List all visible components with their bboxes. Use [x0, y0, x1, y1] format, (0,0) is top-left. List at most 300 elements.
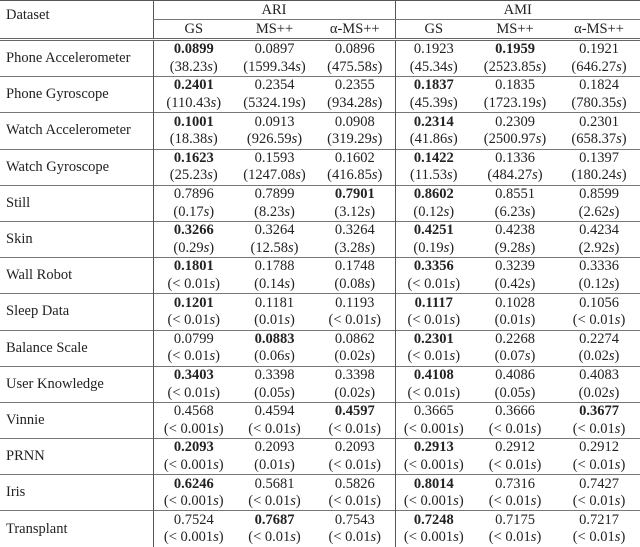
runtime-number: < 0.01 [333, 456, 371, 473]
runtime-unit: s [447, 58, 453, 75]
runtime-number: < 0.01 [253, 493, 291, 510]
score-cell: 0.4086 [472, 366, 558, 384]
runtime-value [571, 167, 626, 183]
runtime-unit: s [290, 420, 296, 437]
runtime-value [243, 59, 305, 75]
runtime-number: 11.53 [414, 167, 447, 184]
runtime-cell [153, 95, 234, 113]
score-cell: 0.6246 [153, 475, 234, 493]
dataset-name: Vinnie [0, 402, 153, 438]
runtime-number: < 0.01 [333, 420, 371, 437]
runtime-unit: s [284, 276, 291, 293]
runtime-unit: s [364, 239, 371, 256]
runtime-value [170, 167, 218, 183]
runtime-number: 484.27 [492, 167, 533, 184]
table-row [0, 511, 640, 529]
score-cell: 0.2301 [558, 113, 640, 131]
runtime-number: < 0.01 [412, 276, 450, 293]
runtime-cell [395, 276, 472, 294]
runtime-value [408, 312, 461, 328]
runtime-number: < 0.01 [172, 384, 210, 401]
runtime-number: 0.05 [499, 384, 525, 401]
runtime-unit: s [524, 348, 531, 365]
runtime-cell [234, 167, 315, 185]
runtime-cell [558, 348, 640, 366]
dataset-name: Transplant [0, 511, 153, 547]
runtime-cell [558, 457, 640, 475]
score-cell: 0.1201 [153, 294, 234, 312]
runtime-number: 0.42 [499, 276, 525, 293]
score-cell: 0.8599 [558, 185, 640, 203]
runtime-cell [395, 167, 472, 185]
runtime-number: < 0.001 [168, 529, 214, 546]
runtime-unit: s [443, 239, 450, 256]
runtime-cell [395, 529, 472, 547]
runtime-value [404, 421, 464, 437]
runtime-unit: s [209, 348, 216, 365]
dataset-name: Phone Gyroscope [0, 77, 153, 113]
score-cell: 0.7427 [558, 475, 640, 493]
table-row [0, 330, 640, 348]
runtime-unit: s [284, 203, 291, 220]
runtime-value [328, 312, 381, 328]
runtime-unit: s [532, 167, 538, 184]
score-cell: 0.8551 [472, 185, 558, 203]
score-cell: 0.7217 [558, 511, 640, 529]
runtime-cell [472, 384, 558, 402]
runtime-number: 0.29 [178, 239, 204, 256]
score-cell: 0.4108 [395, 366, 472, 384]
runtime-number: < 0.01 [253, 420, 291, 437]
runtime-value [489, 493, 542, 509]
runtime-cell [315, 59, 395, 77]
runtime-number: < 0.01 [577, 456, 615, 473]
runtime-unit: s [608, 384, 615, 401]
table-row [0, 402, 640, 420]
runtime-unit: s [287, 239, 294, 256]
runtime-number: 110.43 [171, 95, 211, 112]
score-cell: 0.7543 [315, 511, 395, 529]
runtime-value [164, 457, 224, 473]
runtime-value [167, 276, 220, 292]
runtime-unit: s [530, 420, 537, 437]
runtime-value [328, 493, 381, 509]
score-cell: 0.2309 [472, 113, 558, 131]
runtime-number: 0.07 [499, 348, 525, 365]
runtime-cell [472, 457, 558, 475]
score-cell: 0.2355 [315, 77, 395, 95]
runtime-cell [472, 240, 558, 258]
runtime-number: < 0.01 [493, 456, 531, 473]
runtime-cell [558, 95, 640, 113]
runtime-unit: s [371, 95, 378, 112]
runtime-cell [234, 457, 315, 475]
score-cell: 0.4594 [234, 402, 315, 420]
score-cell: 0.1602 [315, 149, 395, 167]
runtime-unit: s [453, 420, 459, 437]
runtime-number: 2500.97 [488, 131, 536, 148]
runtime-unit: s [449, 348, 456, 365]
runtime-unit: s [447, 131, 453, 148]
score-cell: 0.1921 [579, 41, 619, 58]
runtime-unit: s [371, 58, 378, 75]
runtime-cell [153, 203, 234, 221]
runtime-cell [234, 276, 315, 294]
method-header: GS [153, 20, 234, 40]
runtime-value [164, 421, 224, 437]
runtime-number: 0.02 [339, 384, 365, 401]
runtime-number: < 0.01 [577, 312, 615, 329]
runtime-value [410, 167, 457, 183]
runtime-unit: s [290, 529, 296, 546]
runtime-cell [234, 95, 315, 113]
score-cell: 0.4597 [315, 402, 395, 420]
runtime-unit: s [608, 239, 615, 256]
score-cell: 0.5681 [234, 475, 315, 493]
runtime-unit: s [447, 95, 453, 112]
runtime-value [173, 240, 214, 256]
runtime-value [164, 493, 224, 509]
runtime-value [328, 457, 381, 473]
runtime-value [495, 240, 536, 256]
runtime-value [334, 204, 375, 220]
runtime-value [487, 167, 542, 183]
score-cell: 0.8014 [395, 475, 472, 493]
runtime-unit: s [370, 312, 377, 329]
method-header: MS++ [472, 20, 558, 40]
runtime-cell [153, 457, 234, 475]
runtime-number: 0.08 [339, 276, 365, 293]
score-cell: 0.0896 [334, 41, 375, 58]
runtime-cell [315, 384, 395, 402]
runtime-cell [234, 240, 315, 258]
score-cell: 0.3677 [558, 402, 640, 420]
runtime-number: 0.01 [258, 456, 285, 473]
runtime-number: < 0.001 [408, 420, 454, 437]
runtime-number: < 0.01 [412, 384, 450, 401]
score-cell: 0.2093 [315, 439, 395, 457]
runtime-number: 0.17 [178, 203, 204, 220]
runtime-number: 180.24 [576, 167, 617, 184]
runtime-value [489, 529, 542, 545]
method-header: MS++ [234, 20, 315, 40]
runtime-value [170, 59, 218, 75]
runtime-number: 2523.85 [488, 58, 536, 75]
score-cell: 0.1788 [234, 258, 315, 276]
score-cell: 0.7175 [472, 511, 558, 529]
runtime-cell [472, 203, 558, 221]
runtime-value [248, 529, 301, 545]
runtime-number: 0.02 [339, 348, 365, 365]
runtime-unit: s [371, 167, 378, 184]
runtime-unit: s [213, 529, 219, 546]
score-cell: 0.7899 [234, 185, 315, 203]
runtime-value [327, 59, 382, 75]
table-row [0, 475, 640, 493]
runtime-cell [234, 493, 315, 511]
runtime-cell [472, 420, 558, 438]
runtime-value [334, 348, 375, 364]
runtime-value [248, 493, 301, 509]
runtime-unit: s [295, 167, 301, 184]
runtime-value [254, 385, 295, 401]
table-row [0, 77, 640, 95]
runtime-number: 0.12 [418, 203, 444, 220]
runtime-value [573, 529, 626, 545]
runtime-cell [472, 276, 558, 294]
score-cell: 0.3665 [395, 402, 472, 420]
runtime-unit: s [207, 131, 213, 148]
dataset-header: Dataset [0, 1, 153, 40]
runtime-cell [234, 203, 315, 221]
score-cell: 0.2301 [395, 330, 472, 348]
score-cell: 0.2093 [234, 439, 315, 457]
runtime-unit: s [530, 456, 537, 473]
runtime-value [327, 131, 382, 147]
runtime-unit: s [530, 493, 537, 510]
runtime-unit: s [213, 420, 219, 437]
runtime-cell [558, 203, 640, 221]
runtime-number: < 0.01 [253, 529, 291, 546]
runtime-value [254, 312, 295, 328]
runtime-number: 1723.19 [488, 95, 536, 112]
runtime-unit: s [524, 239, 531, 256]
runtime-unit: s [364, 348, 371, 365]
runtime-unit: s [370, 529, 377, 546]
runtime-number: 0.19 [418, 239, 444, 256]
runtime-value [571, 95, 626, 111]
score-cell: 0.4083 [558, 366, 640, 384]
score-cell: 0.8602 [395, 185, 472, 203]
runtime-cell [153, 276, 234, 294]
score-cell: 0.7901 [315, 185, 395, 203]
runtime-unit: s [449, 384, 456, 401]
runtime-number: < 0.001 [168, 493, 214, 510]
score-cell: 0.0899 [153, 40, 234, 59]
runtime-value [495, 348, 536, 364]
score-cell: 0.3264 [315, 221, 395, 239]
score-cell: 0.1117 [395, 294, 472, 312]
score-cell: 0.3264 [234, 221, 315, 239]
runtime-value [484, 59, 546, 75]
dataset-name: PRNN [0, 439, 153, 475]
runtime-unit: s [370, 456, 377, 473]
runtime-number: 0.02 [583, 384, 609, 401]
runtime-value [484, 95, 546, 111]
runtime-unit: s [209, 384, 216, 401]
score-cell: 0.1593 [234, 149, 315, 167]
dataset-name: Balance Scale [0, 330, 153, 366]
runtime-cell [558, 167, 640, 185]
runtime-number: 646.27 [576, 58, 617, 75]
runtime-number: 45.39 [414, 95, 448, 112]
runtime-number: < 0.001 [408, 456, 454, 473]
runtime-value [327, 167, 382, 183]
score-cell: 0.7896 [153, 185, 234, 203]
score-cell: 0.1336 [472, 149, 558, 167]
runtime-unit: s [449, 276, 456, 293]
runtime-cell [153, 59, 234, 77]
runtime-cell [234, 312, 315, 330]
score-cell: 0.4568 [153, 402, 234, 420]
table-row [0, 221, 640, 239]
runtime-unit: s [614, 456, 621, 473]
score-cell: 0.3403 [153, 366, 234, 384]
runtime-cell [234, 384, 315, 402]
runtime-number: < 0.01 [577, 529, 615, 546]
runtime-cell [395, 59, 472, 77]
runtime-unit: s [535, 95, 542, 112]
runtime-unit: s [535, 131, 542, 148]
runtime-number: < 0.001 [168, 420, 214, 437]
runtime-unit: s [608, 276, 615, 293]
method-header: GS [395, 20, 472, 40]
runtime-cell [315, 493, 395, 511]
runtime-value [327, 95, 382, 111]
runtime-cell [153, 493, 234, 511]
runtime-value [571, 131, 626, 147]
runtime-unit: s [364, 276, 371, 293]
runtime-unit: s [614, 420, 621, 437]
score-cell: 0.1824 [558, 77, 640, 95]
runtime-unit: s [370, 493, 377, 510]
runtime-cell [315, 276, 395, 294]
runtime-cell [395, 384, 472, 402]
score-cell: 0.5826 [315, 475, 395, 493]
runtime-cell [558, 276, 640, 294]
runtime-value [579, 348, 620, 364]
runtime-cell [395, 95, 472, 113]
runtime-value [404, 457, 464, 473]
ari-header: ARI [153, 1, 395, 20]
runtime-unit: s [370, 420, 377, 437]
runtime-number: < 0.01 [333, 529, 371, 546]
runtime-cell [315, 131, 395, 149]
runtime-unit: s [210, 95, 217, 112]
runtime-unit: s [207, 58, 213, 75]
runtime-cell [315, 457, 395, 475]
runtime-unit: s [284, 348, 291, 365]
method-header: α-MS++ [558, 20, 640, 40]
score-cell: 0.7248 [395, 511, 472, 529]
runtime-cell [472, 348, 558, 366]
runtime-value [170, 131, 218, 147]
runtime-number: 416.85 [331, 167, 372, 184]
score-cell: 0.3336 [558, 258, 640, 276]
score-cell: 0.2912 [558, 439, 640, 457]
runtime-value [167, 385, 220, 401]
runtime-unit: s [524, 384, 531, 401]
runtime-number: 38.23 [174, 58, 208, 75]
score-cell: 0.2354 [234, 77, 315, 95]
runtime-unit: s [614, 493, 621, 510]
score-cell: 0.1959 [495, 41, 535, 58]
runtime-unit: s [371, 131, 378, 148]
score-cell: 0.3666 [472, 402, 558, 420]
runtime-value [166, 95, 221, 111]
runtime-cell [153, 348, 234, 366]
runtime-number: 1247.08 [248, 167, 296, 184]
score-cell: 0.7687 [234, 511, 315, 529]
runtime-number: < 0.01 [172, 312, 210, 329]
score-cell: 0.3356 [395, 258, 472, 276]
runtime-cell [153, 420, 234, 438]
runtime-cell [558, 240, 640, 258]
score-cell: 0.1397 [558, 149, 640, 167]
runtime-cell [234, 420, 315, 438]
runtime-value [495, 312, 536, 328]
score-cell: 0.3239 [472, 258, 558, 276]
score-cell: 0.1801 [153, 258, 234, 276]
runtime-unit: s [616, 167, 622, 184]
score-cell: 0.0897 [254, 41, 295, 58]
runtime-value [251, 240, 299, 256]
runtime-unit: s [524, 203, 531, 220]
runtime-number: 319.29 [331, 131, 372, 148]
runtime-cell [153, 384, 234, 402]
runtime-number: < 0.01 [493, 420, 531, 437]
score-cell: 0.2314 [395, 113, 472, 131]
runtime-unit: s [616, 131, 622, 148]
runtime-cell [472, 95, 558, 113]
table-row [0, 40, 640, 59]
runtime-cell [472, 493, 558, 511]
runtime-value [489, 457, 542, 473]
runtime-unit: s [453, 529, 459, 546]
runtime-value [328, 529, 381, 545]
score-cell: 0.4234 [558, 221, 640, 239]
runtime-cell [472, 167, 558, 185]
table-row [0, 149, 640, 167]
runtime-number: < 0.001 [408, 529, 454, 546]
runtime-unit: s [443, 203, 450, 220]
runtime-value [254, 457, 295, 473]
runtime-cell [234, 348, 315, 366]
runtime-unit: s [530, 529, 537, 546]
runtime-number: 1599.34 [248, 58, 296, 75]
dataset-name: Wall Robot [0, 258, 153, 294]
runtime-value [167, 348, 220, 364]
runtime-value [573, 312, 626, 328]
runtime-value [254, 348, 295, 364]
runtime-number: 41.86 [414, 131, 448, 148]
runtime-number: < 0.01 [412, 312, 450, 329]
runtime-cell [472, 529, 558, 547]
runtime-unit: s [446, 167, 453, 184]
score-cell: 0.1835 [472, 77, 558, 95]
runtime-value [579, 240, 620, 256]
runtime-unit: s [453, 456, 459, 473]
table-row [0, 258, 640, 276]
runtime-value [495, 385, 536, 401]
runtime-cell [153, 529, 234, 547]
runtime-value [243, 167, 305, 183]
runtime-value [334, 385, 375, 401]
runtime-number: 0.12 [583, 276, 609, 293]
runtime-unit: s [614, 529, 621, 546]
runtime-unit: s [535, 58, 542, 75]
runtime-cell [234, 59, 315, 77]
runtime-value [167, 312, 220, 328]
runtime-cell [315, 312, 395, 330]
runtime-value [573, 457, 626, 473]
score-cell: 0.0799 [153, 330, 234, 348]
runtime-number: 0.01 [258, 312, 285, 329]
score-cell: 0.4251 [395, 221, 472, 239]
runtime-unit: s [364, 203, 371, 220]
score-cell: 0.2268 [472, 330, 558, 348]
runtime-value [410, 131, 458, 147]
